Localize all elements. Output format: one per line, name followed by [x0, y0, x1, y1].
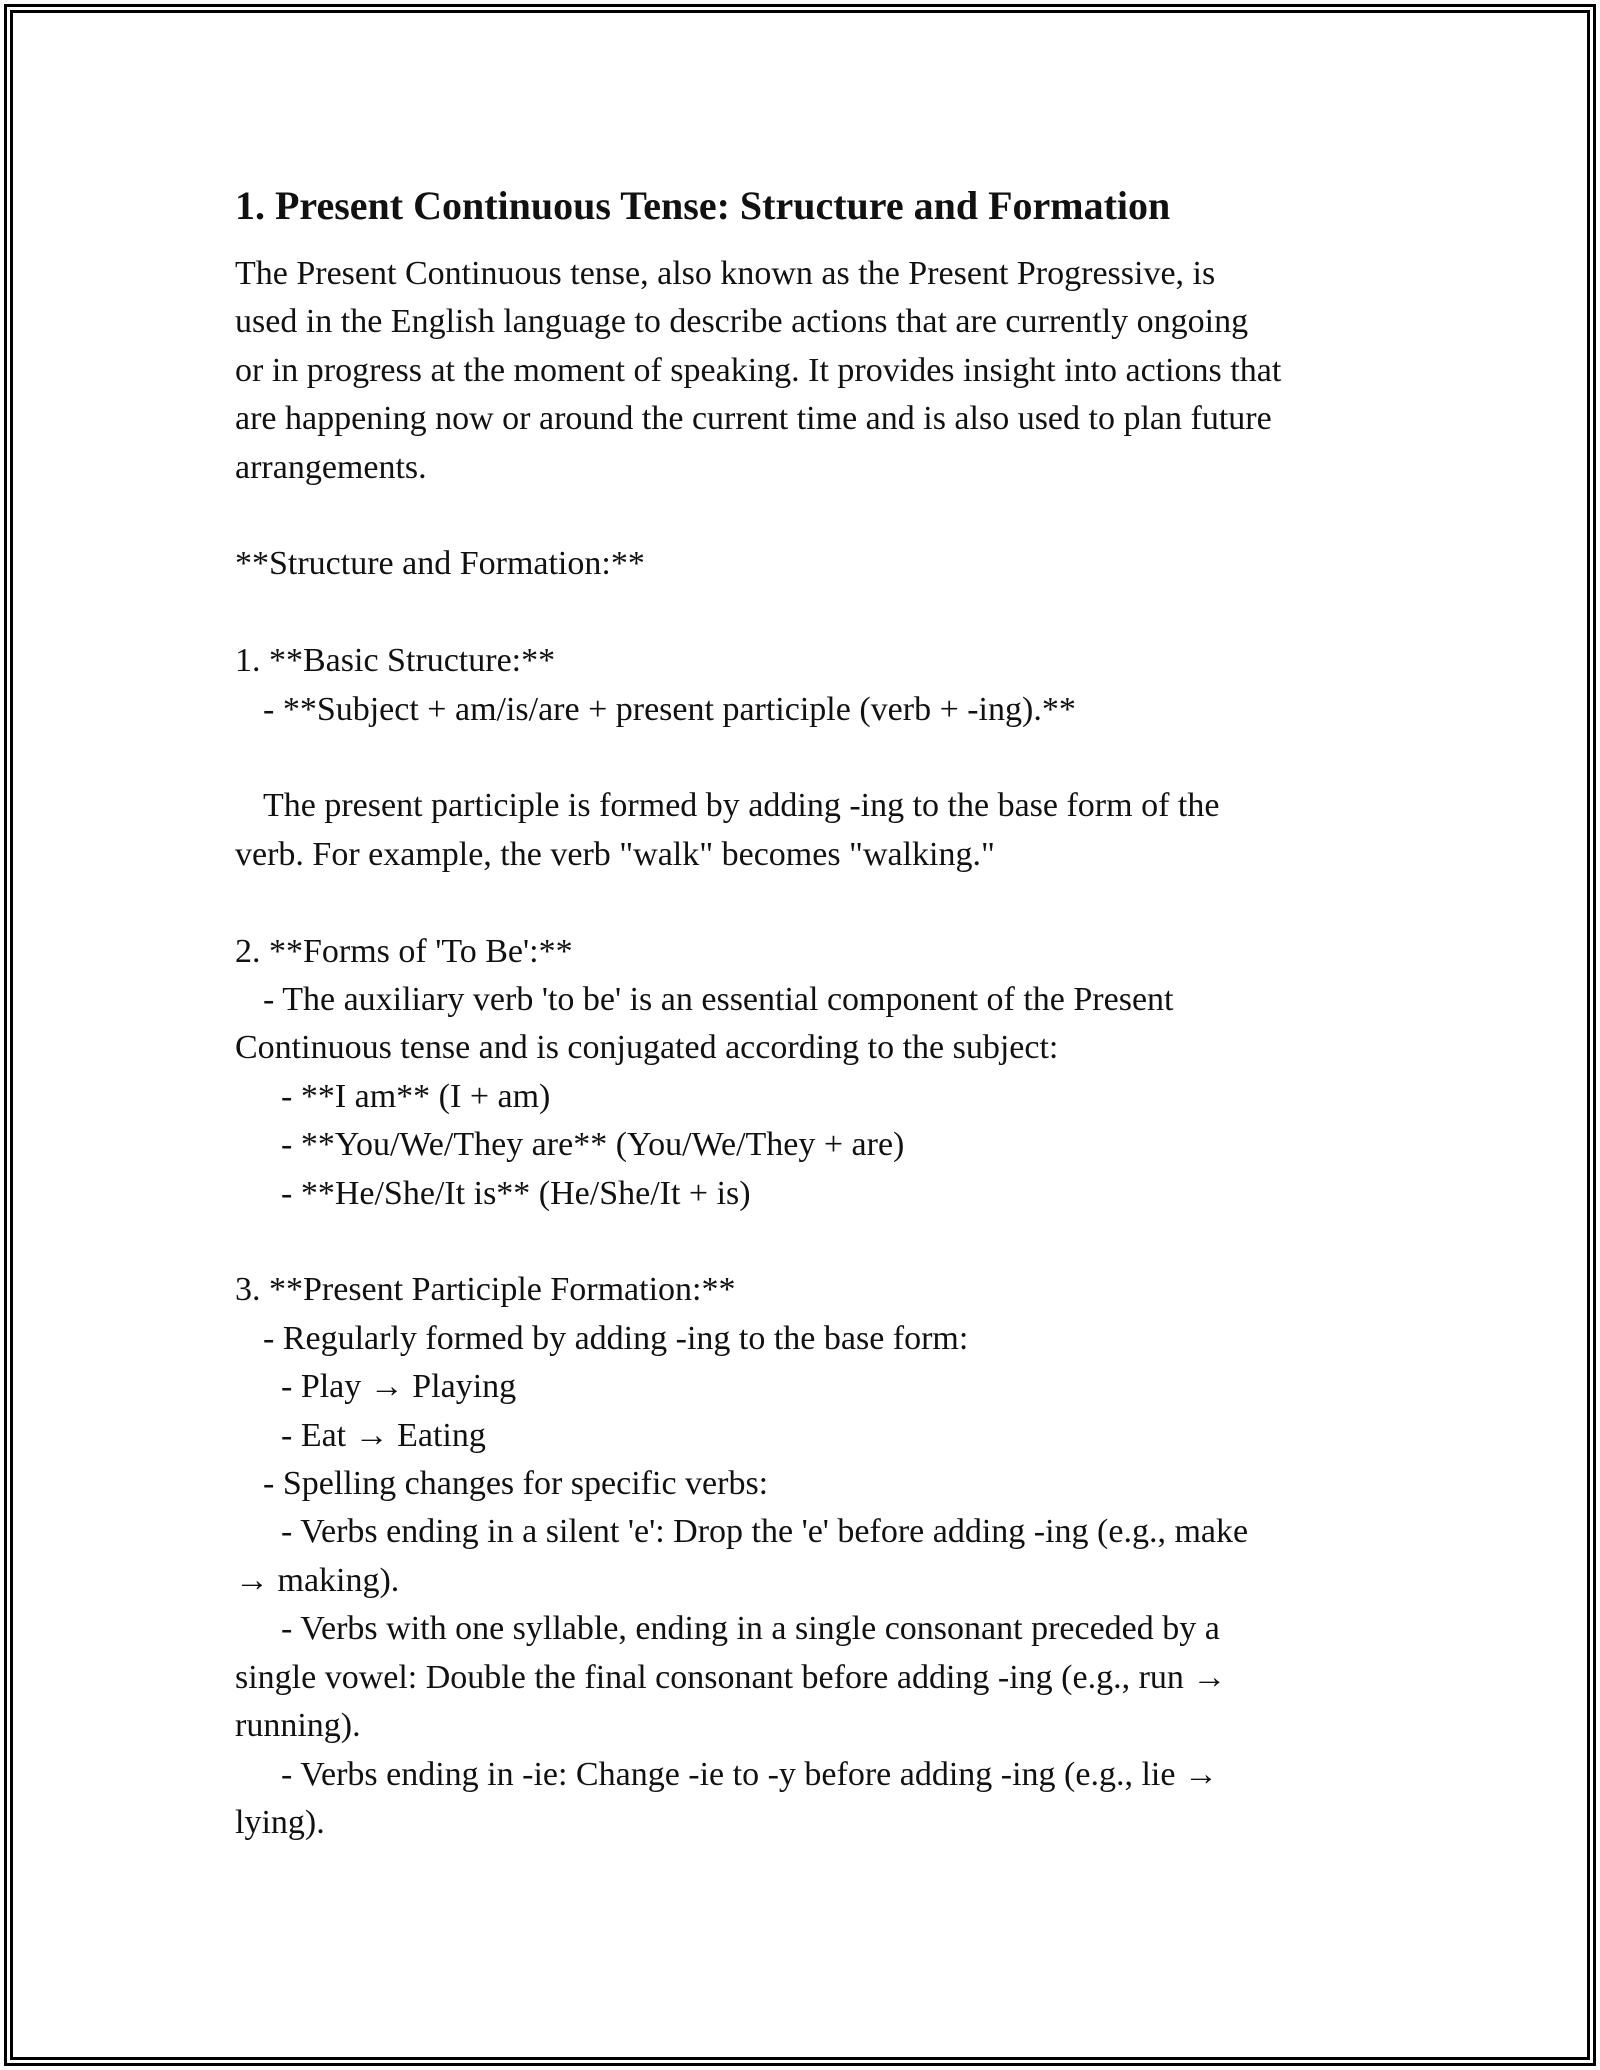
spelling-intro: - Spelling changes for specific verbs:: [263, 1465, 769, 1503]
structure-heading: **Structure and Formation:**: [235, 545, 645, 583]
spacer: [235, 589, 1385, 637]
section-3-heading: 3. **Present Participle Formation:**: [235, 1271, 736, 1309]
section-2-heading: 2. **Forms of 'To Be':**: [235, 932, 573, 970]
spelling-rule-line: lying).: [235, 1803, 325, 1841]
intro-line: or in progress at the moment of speaking. It provides insight into actions that: [235, 351, 1282, 389]
to-be-form-item: - **You/We/They are** (You/We/They + are): [281, 1126, 905, 1164]
intro-paragraph: [235, 250, 1385, 492]
spelling-rule-line: - Verbs with one syllable, ending in a single consonant preceded by a: [281, 1610, 1220, 1648]
spelling-rule-line: running).: [235, 1707, 361, 1745]
document-body: [235, 182, 1385, 1847]
intro-line: are happening now or around the current time and is also used to plan future: [235, 400, 1272, 438]
spelling-rule-line: single vowel: Double the final consonant before adding -ing (e.g., run →: [235, 1658, 1227, 1696]
regular-example: - Play → Playing: [281, 1368, 517, 1406]
intro-line: The Present Continuous tense, also known as the Present Progressive, is: [235, 255, 1216, 292]
spacer: [235, 1218, 1385, 1266]
spacer: [235, 492, 1385, 540]
intro-line: used in the English language to describe actions that are currently ongoing: [235, 303, 1249, 341]
document-title: 1. Present Continuous Tense: Structure and Formation: [235, 183, 1171, 228]
intro-line: arrangements.: [235, 448, 427, 486]
to-be-form-item: - **I am** (I + am): [281, 1077, 551, 1115]
regular-intro: - Regularly formed by adding -ing to the base form:: [263, 1319, 969, 1357]
section-1-note-line: The present participle is formed by adding -ing to the base form of the: [263, 787, 1220, 825]
section-2-desc-line: Continuous tense and is conjugated according to the subject:: [235, 1029, 1059, 1067]
spacer: [235, 879, 1385, 927]
section-1-note-line: verb. For example, the verb "walk" becomes "walking.": [235, 835, 995, 873]
regular-example: - Eat → Eating: [281, 1416, 486, 1454]
to-be-form-item: - **He/She/It is** (He/She/It + is): [281, 1174, 751, 1212]
section-1-formula: - **Subject + am/is/are + present participle (verb + -ing).**: [263, 690, 1076, 728]
spacer: [235, 734, 1385, 782]
spelling-rule-line: - Verbs ending in a silent 'e': Drop the 'e' before adding -ing (e.g., make: [281, 1513, 1249, 1551]
spelling-rule-line: - Verbs ending in -ie: Change -ie to -y before adding -ing (e.g., lie →: [281, 1755, 1218, 1793]
spelling-rule-line: → making).: [235, 1561, 400, 1599]
section-1-heading: 1. **Basic Structure:**: [235, 642, 556, 680]
section-2-desc-line: - The auxiliary verb 'to be' is an essential component of the Present: [263, 981, 1174, 1019]
